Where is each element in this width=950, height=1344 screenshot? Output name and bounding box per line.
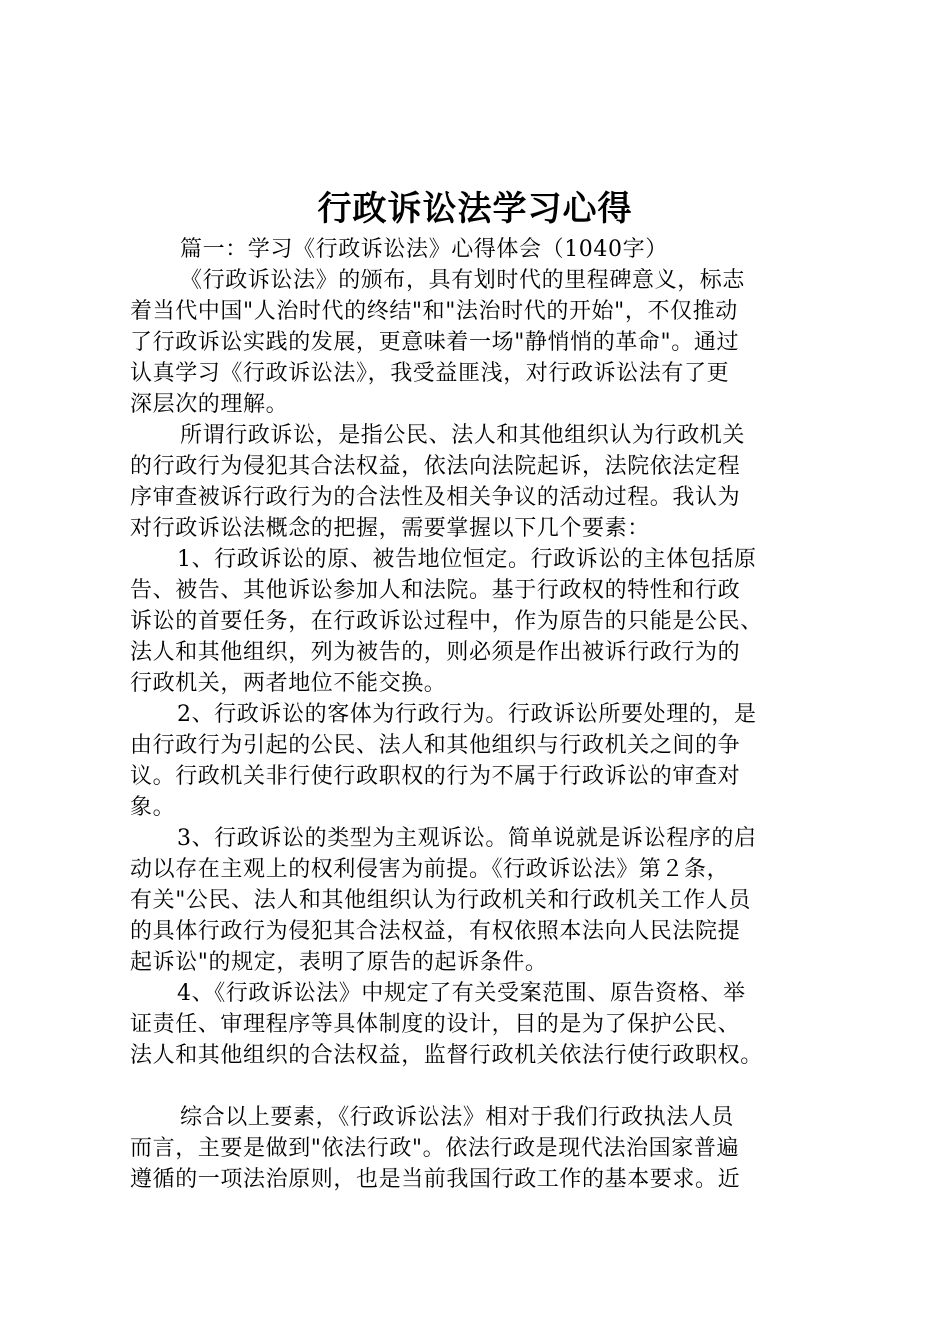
list-item-line: 3、行政诉讼的类型为主观诉讼。简单说就是诉讼程序的启 (177, 826, 757, 851)
list-item-line: 1、行政诉讼的原、被告地位恒定。行政诉讼的主体包括原 (177, 547, 757, 572)
section-heading: 篇一：学习《行政诉讼法》心得体会（1040字） (180, 237, 668, 262)
paragraph-line: 深层次的理解。 (130, 392, 289, 417)
list-item-line: 由行政行为引起的公民、法人和其他组织与行政机关之间的争 (130, 733, 741, 758)
paragraph-line: 序审查被诉行政行为的合法性及相关争议的活动过程。我认为 (130, 485, 741, 510)
paragraph-line: 而言，主要是做到"依法行政"。依法行政是现代法治国家普遍 (130, 1136, 740, 1161)
list-item-line: 4、《行政诉讼法》中规定了有关受案范围、原告资格、举 (177, 981, 746, 1006)
paragraph-line: 综合以上要素，《行政诉讼法》相对于我们行政执法人员 (180, 1105, 735, 1130)
list-item-line: 法人和其他组织的合法权益，监督行政机关依法行使行政职权。 (130, 1043, 763, 1068)
paragraph-line: 了行政诉讼实践的发展，更意味着一场"静悄悄的革命"。通过 (130, 330, 740, 355)
document-title: 行政诉讼法学习心得 (317, 189, 633, 229)
list-item-line: 法人和其他组织，列为被告的，则必须是作出被诉行政行为的 (130, 640, 741, 665)
paragraph-line: 《行政诉讼法》的颁布，具有划时代的里程碑意义，标志 (180, 268, 746, 293)
list-item-line: 的具体行政行为侵犯其合法权益，有权依照本法向人民法院提 (130, 919, 741, 944)
paragraph-gap (130, 1071, 835, 1102)
list-item-line: 诉讼的首要任务，在行政诉讼过程中，作为原告的只能是公民、 (130, 609, 763, 634)
paragraph-line: 认真学习《行政诉讼法》，我受益匪浅，对行政诉讼法有了更 (130, 361, 730, 386)
list-item-line: 动以存在主观上的权利侵害为前提。《行政诉讼法》第２条， (130, 857, 730, 882)
list-item-line: 议。行政机关非行使行政职权的行为不属于行政诉讼的审查对 (130, 764, 741, 789)
list-item-line: 象。 (130, 795, 176, 820)
paragraph-line: 着当代中国"人治时代的终结"和"法治时代的开始"，不仅推动 (130, 299, 738, 324)
paragraph-line: 所谓行政诉讼，是指公民、法人和其他组织认为行政机关 (180, 423, 746, 448)
list-item-line: 2、行政诉讼的客体为行政行为。行政诉讼所要处理的，是 (177, 702, 757, 727)
paragraph-line: 对行政诉讼法概念的把握，需要掌握以下几个要素： (130, 516, 650, 541)
list-item-line: 有关"公民、法人和其他组织认为行政机关和行政机关工作人员 (130, 888, 751, 913)
paragraph-line: 遵循的一项法治原则，也是当前我国行政工作的基本要求。近 (130, 1167, 741, 1192)
list-item-line: 行政机关，两者地位不能交换。 (130, 671, 447, 696)
list-item-line: 证责任、审理程序等具体制度的设计，目的是为了保护公民、 (130, 1012, 741, 1037)
document-body (130, 234, 835, 1195)
list-item-line: 告、被告、其他诉讼参加人和法院。基于行政权的特性和行政 (130, 578, 741, 603)
paragraph-line: 的行政行为侵犯其合法权益，依法向法院起诉，法院依法定程 (130, 454, 741, 479)
list-item-line: 起诉讼"的规定，表明了原告的起诉条件。 (130, 950, 548, 975)
